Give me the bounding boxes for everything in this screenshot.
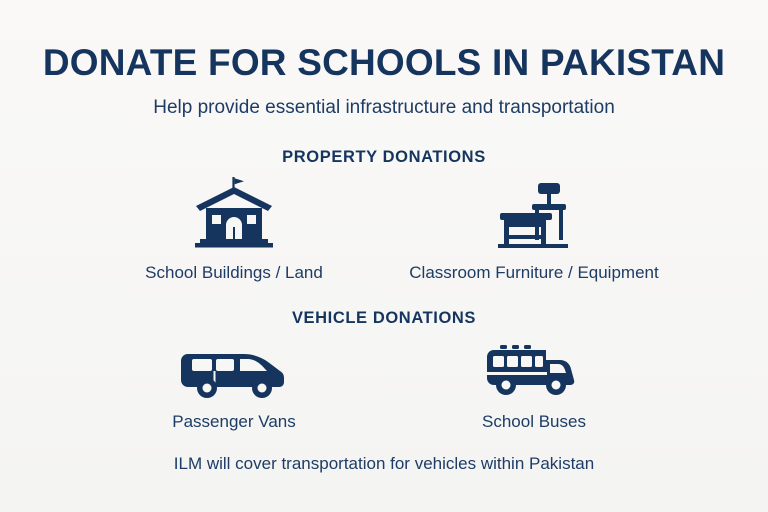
- donation-item-school-buildings: [84, 175, 384, 283]
- vehicle-donations-row: [24, 336, 744, 432]
- section-heading-vehicle: VEHICLE DONATIONS: [291, 308, 477, 327]
- footnote: ILM will cover transportation for vehicles within Pakistan: [173, 453, 595, 473]
- donation-item-passenger-vans: [84, 336, 384, 432]
- donation-item-label: School Buses: [482, 411, 586, 431]
- donation-item-classroom-furniture: [384, 175, 684, 283]
- school-building-icon: [186, 175, 282, 253]
- page-subtitle: Help provide essential infrastructure and transportation: [153, 96, 615, 118]
- donation-item-label: Classroom Furniture / Equipment: [409, 262, 659, 282]
- school-bus-icon: [474, 336, 594, 402]
- donation-item-label: School Buildings / Land: [145, 262, 323, 282]
- school-desk-icon: [486, 175, 582, 253]
- property-donations-row: [24, 175, 744, 283]
- donation-item-school-buses: [384, 336, 684, 432]
- passenger-van-icon: [174, 336, 294, 402]
- page-title: DONATE FOR SCHOOLS IN PAKISTAN: [42, 42, 726, 83]
- section-heading-property: PROPERTY DONATIONS: [282, 147, 486, 166]
- donation-item-label: Passenger Vans: [172, 411, 296, 431]
